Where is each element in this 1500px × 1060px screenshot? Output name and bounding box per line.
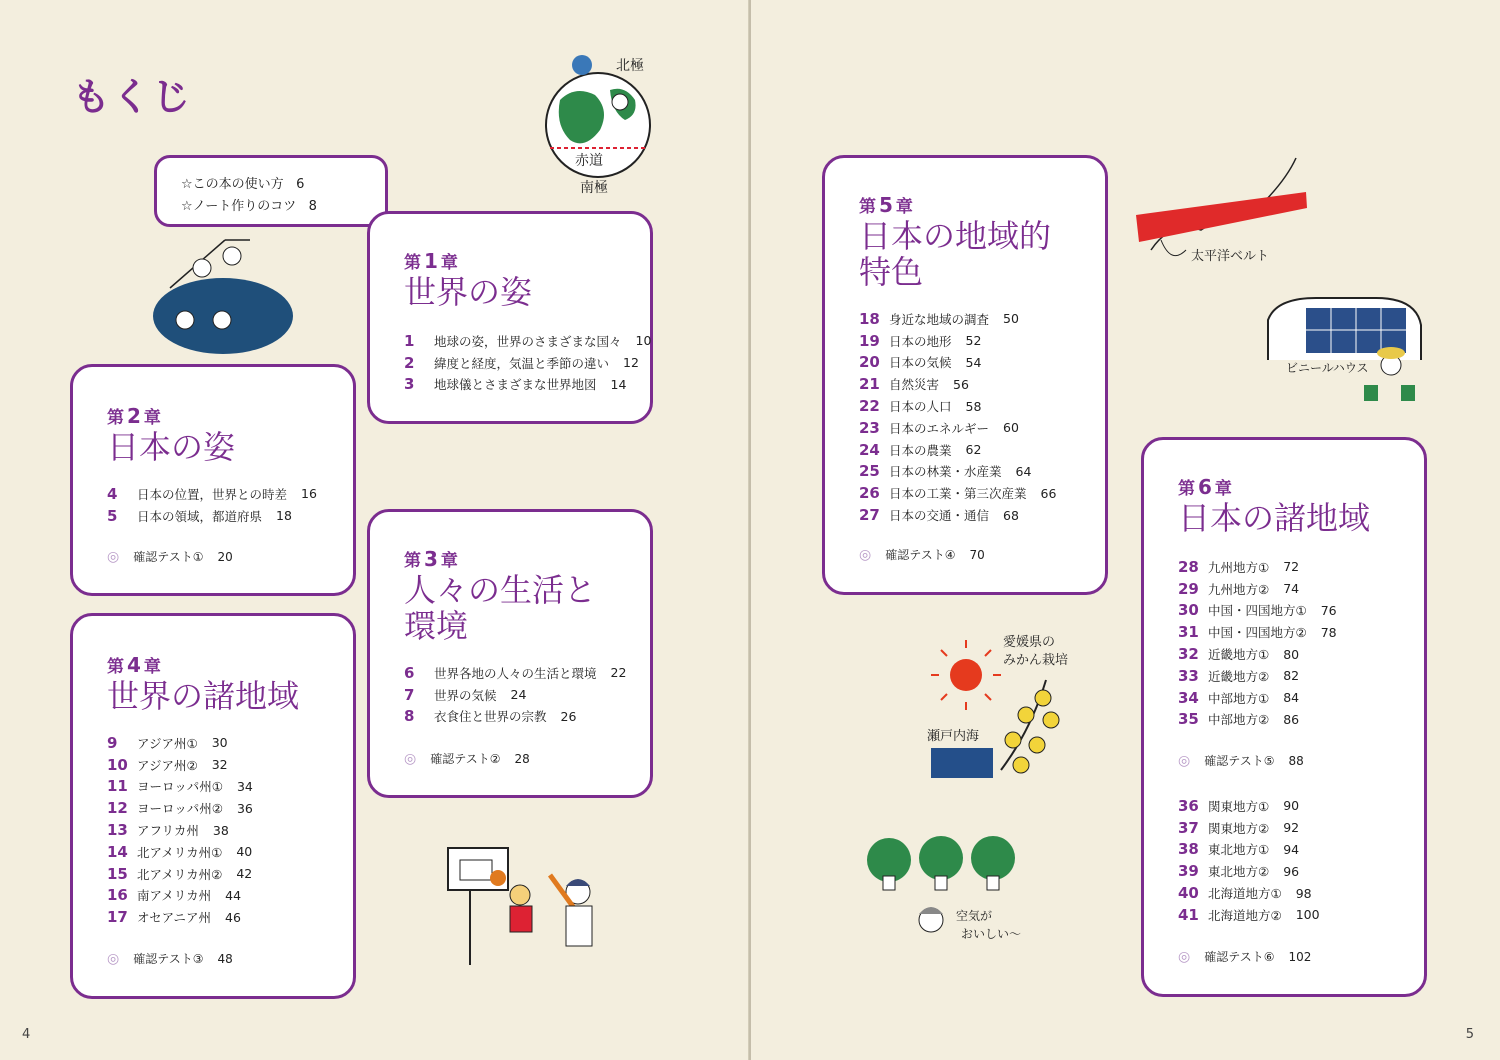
toc-item-number: 36 — [1178, 796, 1199, 815]
mikan-label-1: 愛媛県の — [1003, 635, 1056, 650]
toc-item-page: 38 — [212, 822, 229, 838]
intro-box — [154, 155, 388, 227]
toc-item[interactable] — [1178, 687, 1337, 709]
toc-item-number: 11 — [107, 777, 128, 796]
toc-item[interactable] — [404, 684, 626, 706]
toc-item-title: 中部地方① — [1208, 690, 1270, 706]
toc-item-title: アジア州① — [137, 735, 198, 751]
toc-item-title: 近畿地方② — [1208, 668, 1270, 684]
toc-item[interactable] — [404, 662, 626, 684]
toc-item-number: 39 — [1178, 862, 1199, 881]
chapter-1-box — [367, 211, 653, 424]
page-number-right: 5 — [1465, 1027, 1474, 1042]
toc-item[interactable] — [107, 885, 253, 907]
toc-item-title: 身近な地域の調査 — [889, 311, 990, 327]
chapter-3-box — [367, 509, 653, 798]
toc-item-number: 1 — [404, 331, 415, 350]
chapter-1-label: 第 1 章 — [404, 249, 458, 273]
toc-item-number: 32 — [1178, 645, 1199, 664]
toc-item[interactable] — [1178, 795, 1320, 817]
toc-item-number: 23 — [859, 418, 880, 437]
toc-item[interactable] — [859, 308, 1056, 330]
toc-item-page: 74 — [1283, 581, 1300, 597]
right-page — [751, 0, 1500, 1060]
chapter-4-items — [107, 732, 253, 928]
toc-item-page: 94 — [1283, 841, 1300, 857]
toc-item-title: アジア州② — [137, 757, 198, 773]
chapter-6-title: 日本の諸地域 — [1178, 499, 1371, 537]
toc-item-number: 13 — [107, 821, 128, 840]
chapter-4-title: 世界の諸地域 — [107, 677, 300, 715]
toc-item[interactable] — [859, 417, 1056, 439]
toc-item-title: 関東地方① — [1208, 798, 1270, 814]
toc-item-title: 日本の林業・水産業 — [889, 464, 1002, 480]
toc-item-title: 北アメリカ州② — [137, 866, 223, 882]
sports-illustration — [440, 840, 630, 970]
forest-illustration — [861, 830, 1061, 965]
toc-item-number: 19 — [859, 331, 880, 350]
toc-item-number: 21 — [859, 375, 880, 394]
toc-item-page: 76 — [1320, 602, 1337, 618]
toc-item-number: 30 — [1178, 601, 1199, 620]
toc-item-number: 38 — [1178, 840, 1199, 859]
chapter-4-label: 第 4 章 — [107, 653, 161, 677]
chapter-6-label: 第 6 章 — [1178, 475, 1232, 499]
toc-item[interactable] — [1178, 600, 1337, 622]
toc-item-title: アフリカ州 — [137, 823, 199, 839]
toc-item[interactable] — [107, 819, 253, 841]
swimming-illustration — [150, 238, 300, 358]
toc-item-title: 中部地方② — [1208, 712, 1270, 728]
toc-item-title: 地球の姿，世界のさまざまな国々 — [434, 333, 622, 349]
globe-illustration — [540, 40, 670, 200]
chapter-5-label: 第 5 章 — [859, 193, 913, 217]
toc-item-number: 5 — [107, 506, 118, 525]
toc-item-title: 東北地方② — [1208, 864, 1270, 880]
toc-item[interactable] — [1178, 817, 1320, 839]
toc-item-number: 16 — [107, 886, 128, 905]
toc-item[interactable] — [1178, 839, 1320, 861]
toc-item[interactable] — [859, 373, 1056, 395]
chapter-3-label: 第 3 章 — [404, 547, 458, 571]
toc-item[interactable] — [107, 505, 317, 527]
toc-item-number: 29 — [1178, 579, 1199, 598]
toc-item-title: ヨーロッパ州② — [137, 801, 223, 817]
toc-item[interactable] — [404, 330, 651, 352]
toc-item-title: 日本の農業 — [889, 442, 952, 458]
toc-item-page: 96 — [1283, 863, 1300, 879]
toc-item-title: 日本の交通・通信 — [889, 508, 990, 524]
toc-item[interactable] — [1178, 643, 1337, 665]
toc-item-page: 46 — [225, 909, 241, 925]
toc-item[interactable] — [404, 374, 651, 396]
toc-item-number: 26 — [859, 484, 880, 503]
toc-item-page: 78 — [1320, 624, 1337, 640]
chapter-6-box — [1141, 437, 1427, 997]
chapter-5-items — [859, 308, 1056, 526]
toc-item-page: 100 — [1295, 907, 1320, 923]
toc-item[interactable] — [107, 841, 253, 863]
toc-item-title: 南アメリカ州 — [137, 888, 212, 904]
toc-item-page: 60 — [1003, 420, 1019, 436]
forest-label-2: おいしい〜 — [961, 927, 1022, 941]
toc-item[interactable] — [107, 863, 253, 885]
toc-item-number: 24 — [859, 440, 880, 459]
toc-item-number: 8 — [404, 707, 415, 726]
toc-item-title: 日本の人口 — [889, 399, 952, 415]
toc-item-number: 14 — [107, 842, 128, 861]
toc-item-page: 18 — [276, 508, 292, 524]
toc-item-number: 9 — [107, 733, 118, 752]
toc-item[interactable] — [404, 352, 651, 374]
toc-item[interactable] — [859, 504, 1056, 526]
toc-item-page: 16 — [301, 486, 317, 502]
toc-item[interactable] — [859, 439, 1056, 461]
toc-item[interactable] — [859, 482, 1056, 504]
confirm-test-5[interactable]: ◎ 確認テスト⑤ 88 — [1178, 752, 1304, 769]
toc-item[interactable] — [1178, 904, 1320, 926]
toc-item-number: 40 — [1178, 884, 1199, 903]
confirm-test-6[interactable]: ◎ 確認テスト⑥ 102 — [1178, 948, 1312, 965]
toc-item[interactable] — [859, 330, 1056, 352]
toc-item-title: 世界の気候 — [434, 687, 497, 703]
toc-item-number: 27 — [859, 506, 880, 525]
toc-item[interactable] — [1178, 621, 1337, 643]
toc-item[interactable] — [404, 706, 626, 728]
pacific-belt-label: 太平洋ベルト — [1191, 249, 1270, 264]
toc-item-number: 20 — [859, 353, 880, 372]
toc-item[interactable] — [107, 906, 253, 928]
confirm-test-2[interactable]: ◎ 確認テスト② 28 — [404, 750, 530, 767]
left-page — [0, 0, 749, 1060]
toc-item-number: 22 — [859, 397, 880, 416]
toc-item-page: 30 — [211, 735, 228, 751]
chapter-5-title: 日本の地域的 特色 — [859, 217, 1052, 291]
toc-item-page: 98 — [1295, 885, 1312, 901]
toc-item-number: 6 — [404, 663, 415, 682]
toc-item-title: 日本の領域，都道府県 — [137, 508, 263, 524]
toc-item-page: 34 — [236, 778, 253, 794]
toc-item-page: 92 — [1283, 820, 1300, 836]
toc-item-page: 10 — [635, 333, 652, 349]
toc-item[interactable] — [1178, 578, 1337, 600]
chapter-3-items — [404, 662, 626, 727]
toc-item-title: 日本の地形 — [889, 333, 952, 349]
toc-item-page: 62 — [965, 442, 982, 458]
toc-item-page: 22 — [610, 665, 627, 681]
toc-item-title: 地球儀とさまざまな世界地図 — [434, 377, 597, 393]
chapter-2-box — [70, 364, 356, 596]
toc-item-number: 28 — [1178, 557, 1199, 576]
toc-item-page: 52 — [965, 333, 982, 349]
toc-item-title: 北海道地方① — [1208, 886, 1282, 902]
toc-item-title: 九州地方① — [1208, 559, 1270, 575]
toc-item-page: 24 — [510, 687, 527, 703]
chapter-6-items-2 — [1178, 795, 1320, 926]
mikan-label-2: みかん栽培 — [1003, 653, 1069, 668]
page-number-left: 4 — [22, 1027, 31, 1042]
toc-item-number: 37 — [1178, 818, 1199, 837]
chapter-2-items — [107, 483, 317, 527]
toc-item-number: 10 — [107, 755, 128, 774]
toc-item-number: 41 — [1178, 905, 1199, 924]
toc-item-number: 3 — [404, 375, 415, 394]
toc-item-number: 18 — [859, 309, 880, 328]
toc-item-title: 中国・四国地方② — [1208, 625, 1307, 641]
toc-item-page: 26 — [560, 708, 577, 724]
confirm-test-1[interactable]: ◎ 確認テスト① 20 — [107, 548, 233, 565]
toc-item-title: 日本の気候 — [889, 355, 952, 371]
toc-item-number: 15 — [107, 864, 128, 883]
seto-label: 瀬戸内海 — [927, 729, 980, 744]
toc-item-title: 北海道地方② — [1208, 907, 1282, 923]
toc-item-page: 54 — [965, 354, 982, 370]
chapter-5-box — [822, 155, 1108, 595]
greenhouse-illustration — [1256, 290, 1436, 415]
intro-item-how-to-use[interactable]: ☆この本の使い方 6 — [181, 177, 305, 192]
toc-item-page: 36 — [236, 800, 253, 816]
chapter-1-title: 世界の姿 — [404, 273, 533, 311]
toc-item-number: 7 — [404, 685, 415, 704]
toc-item[interactable] — [107, 797, 253, 819]
intro-item-note-tips[interactable]: ☆ノート作りのコツ 8 — [181, 199, 317, 214]
toc-item-number: 33 — [1178, 666, 1199, 685]
toc-item-page: 86 — [1283, 711, 1300, 727]
toc-item-page: 68 — [1003, 507, 1019, 523]
toc-item-page: 66 — [1040, 485, 1057, 501]
north-pole-label: 北極 — [616, 58, 644, 74]
toc-item-page: 40 — [236, 844, 253, 860]
toc-item-title: 関東地方② — [1208, 820, 1270, 836]
toc-item[interactable] — [1178, 882, 1320, 904]
toc-item-number: 17 — [107, 908, 128, 927]
toc-item[interactable] — [107, 776, 253, 798]
toc-item-title: 北アメリカ州① — [137, 844, 223, 860]
toc-item-title: 衣食住と世界の宗教 — [434, 709, 547, 725]
toc-item-number: 25 — [859, 462, 880, 481]
toc-item-page: 42 — [236, 866, 253, 882]
toc-item-title: 緯度と経度，気温と季節の違い — [434, 355, 610, 371]
toc-item[interactable] — [859, 395, 1056, 417]
toc-item-number: 12 — [107, 799, 128, 818]
chapter-3-title: 人々の生活と 環境 — [404, 571, 597, 645]
toc-item-title: オセアニア州 — [137, 910, 212, 926]
toc-item[interactable] — [1178, 556, 1337, 578]
greenhouse-label: ビニールハウス — [1286, 361, 1369, 375]
toc-item-page: 44 — [225, 887, 242, 903]
toc-item-title: 日本の位置，世界との時差 — [137, 486, 288, 502]
toc-item-title: 東北地方① — [1208, 842, 1270, 858]
toc-item-number: 4 — [107, 484, 118, 503]
toc-item-number: 2 — [404, 353, 415, 372]
toc-item-number: 31 — [1178, 623, 1199, 642]
toc-item-page: 64 — [1015, 463, 1032, 479]
toc-item-title: ヨーロッパ州① — [137, 779, 223, 795]
toc-item-page: 82 — [1283, 668, 1300, 684]
equator-label: 赤道 — [575, 153, 603, 169]
chapter-1-items — [404, 330, 651, 395]
toc-item[interactable] — [1178, 665, 1337, 687]
south-pole-label: 南極 — [580, 180, 608, 196]
toc-item[interactable] — [1178, 709, 1337, 731]
forest-label-1: 空気が — [956, 909, 993, 923]
confirm-test-4[interactable]: ◎ 確認テスト④ 70 — [859, 546, 985, 563]
toc-item-page: 12 — [623, 355, 639, 371]
toc-item-page: 56 — [953, 376, 969, 392]
toc-item[interactable] — [859, 461, 1056, 483]
confirm-test-3[interactable]: ◎ 確認テスト③ 48 — [107, 950, 233, 967]
toc-item-page: 14 — [610, 376, 627, 392]
toc-item[interactable] — [107, 754, 253, 776]
chapter-6-items — [1178, 556, 1337, 730]
toc-item-title: 日本の工業・第三次産業 — [889, 486, 1027, 502]
toc-item-number: 35 — [1178, 710, 1199, 729]
chapter-4-box — [70, 613, 356, 999]
toc-item-page: 50 — [1003, 311, 1019, 327]
toc-item-page: 32 — [211, 757, 228, 773]
toc-item[interactable] — [1178, 860, 1320, 882]
toc-item-page: 58 — [965, 398, 982, 414]
toc-item[interactable] — [107, 732, 253, 754]
toc-item[interactable] — [859, 352, 1056, 374]
toc-item-number: 34 — [1178, 688, 1199, 707]
chapter-2-label: 第 2 章 — [107, 404, 161, 428]
toc-item-title: 中国・四国地方① — [1208, 603, 1307, 619]
toc-item-title: 九州地方② — [1208, 581, 1270, 597]
toc-item-title: 自然災害 — [889, 377, 940, 393]
pacific-belt-illustration — [1131, 150, 1331, 275]
toc-item-title: 近畿地方① — [1208, 647, 1270, 663]
toc-item[interactable] — [107, 483, 317, 505]
toc-item-title: 日本のエネルギー — [889, 420, 990, 436]
toc-item-page: 90 — [1283, 798, 1300, 814]
page-title: もくじ — [72, 75, 193, 119]
toc-item-page: 72 — [1283, 559, 1300, 575]
toc-item-page: 80 — [1283, 646, 1300, 662]
mikan-illustration — [921, 620, 1081, 790]
toc-item-page: 84 — [1283, 690, 1300, 706]
toc-item-title: 世界各地の人々の生活と環境 — [434, 665, 597, 681]
chapter-2-title: 日本の姿 — [107, 428, 236, 466]
